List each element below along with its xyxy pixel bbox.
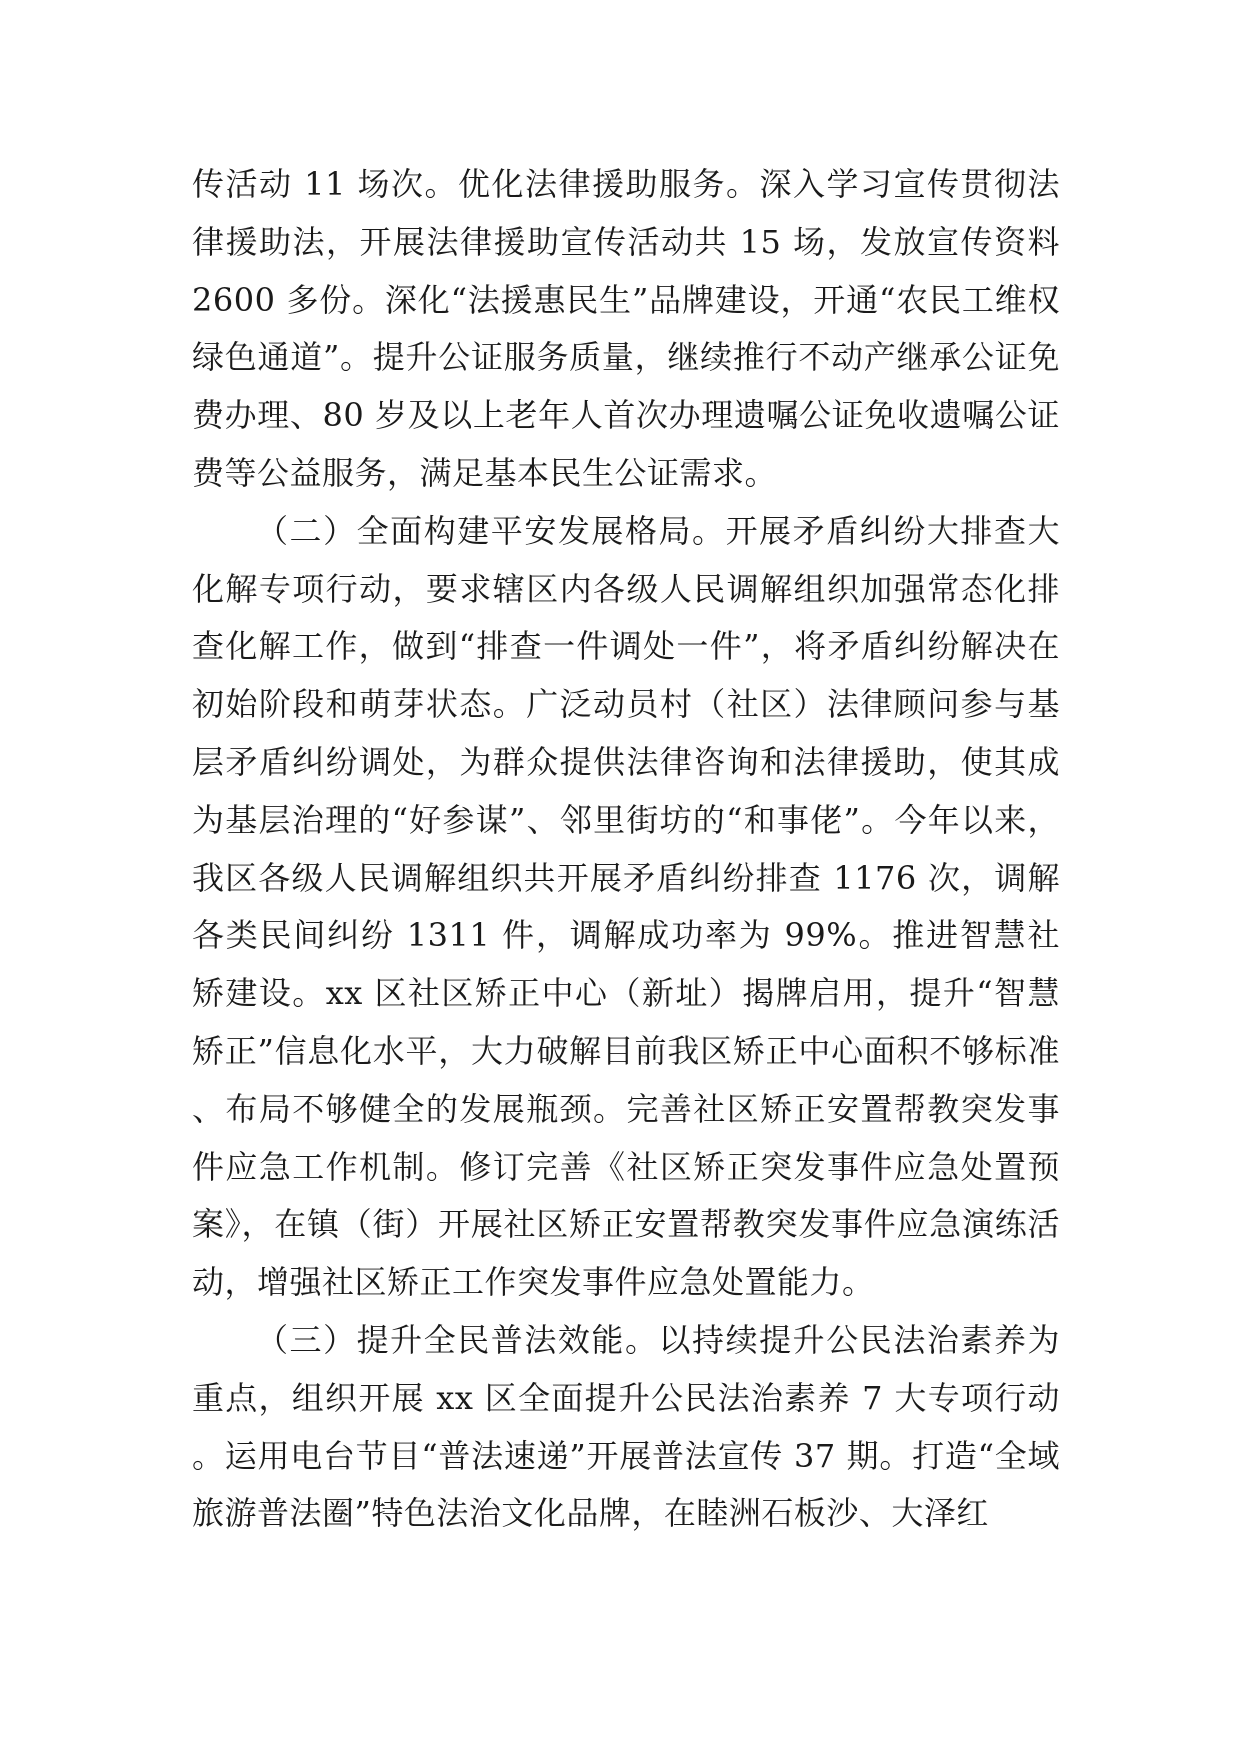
paragraph-section-2-safety: （二）全面构建平安发展格局。开展矛盾纠纷大排查大化解专项行动，要求辖区内各级人民调解组织加强常态化排查化解工作，做到“排查一件调处一件”，将矛盾纠纷解决在初始阶段和萌芽状态。广泛动员村（社区）法律顾问参与基层矛盾纠纷调处，为群众提供法律咨询和法律援助，使其成为基层治理的“好参谋”、邻里街坊的“和事佬”。今年以来，我区各级人民调解组织共开展矛盾纠纷排查 1176 次，调解各类民间纠纷 1311 件，调解成功率为 99%。推进智慧社矫建设。xx 区社区矫正中心（新址）揭牌启用，提升“智慧矫正”信息化水平，大力破解目前我区矫正中心面积不够标准、布局不够健全的发展瓶颈。完善社区矫正安置帮教突发事件应急工作机制。修订完善《社区矫正突发事件应急处置预案》，在镇（街）开展社区矫正安置帮教突发事件应急演练活动，增强社区矫正工作突发事件应急处置能力。 [192, 511, 1060, 1302]
paragraph-legal-aid-notary: 传活动 11 场次。优化法律援助服务。深入学习宣传贯彻法律援助法，开展法律援助宣传活动共 15 场，发放宣传资料 2600 多份。深化“法援惠民生”品牌建设，开通“农民工维权绿色通道”。提升公证服务质量，继续推行不动产继承公证免费办理、80 岁及以上老年人首次办理遗嘱公证免收遗嘱公证费等公益服务，满足基本民生公证需求。 [192, 165, 1060, 492]
document-body [192, 156, 1060, 1543]
paragraph-section-3-law-popularization: （三）提升全民普法效能。以持续提升公民法治素养为重点，组织开展 xx 区全面提升公民法治素养 7 大专项行动。运用电台节目“普法速递”开展普法宣传 37 期。打造“全域旅游普法圈”特色法治文化品牌，在睦洲石板沙、大泽红 [192, 1320, 1060, 1533]
